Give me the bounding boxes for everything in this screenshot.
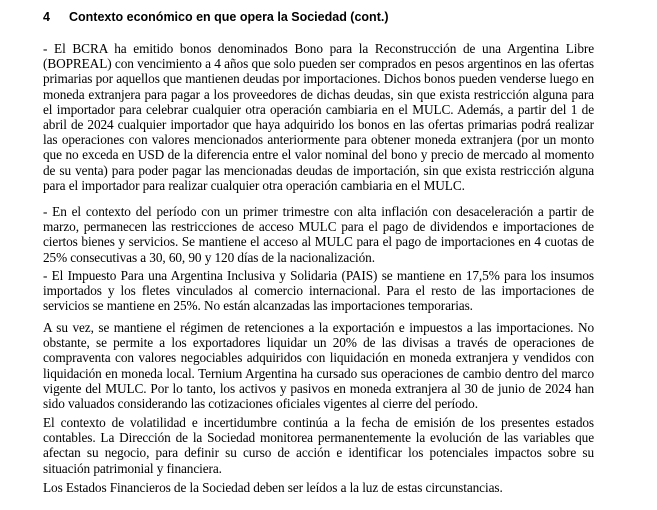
section-heading	[43, 9, 594, 25]
paragraph-mulc-restrictions: - En el contexto del período con un primer trimestre con alta inflación con desaceleración a partir de marzo, permanecen las restricciones de acceso MULC para el pago de dividendos e importaciones de ciertos bienes y servicios. Se mantiene el acceso al MULC para el pago de importaciones en 4 cuotas de 25% consecutivas a 30, 60, 90 y 120 días de la nacionalización.	[43, 204, 594, 265]
paragraph-impuesto-pais: - El Impuesto Para una Argentina Inclusiva y Solidaria (PAIS) se mantiene en 17,5% para los insumos importados y los fletes vinculados al comercio internacional. Para el resto de las importaciones de servicios se mantiene en 25%. No están alcanzadas las importaciones temporarias.	[43, 268, 594, 314]
paragraph-retenciones: A su vez, se mantiene el régimen de retenciones a la exportación e impuestos a las importaciones. No obstante, se permite a los exportadores liquidar un 20% de las divisas a través de operaciones de compraventa con valores negociables adquiridos con liquidación en moneda extranjera y vendidos con liquidación en moneda local. Ternium Argentina ha cursado sus operaciones de cambio dentro del marco vigente del MULC. Por lo tanto, los activos y pasivos en moneda extranjera al 30 de junio de 2024 han sido valuados considerando las cotizaciones oficiales vigentes al cierre del período.	[43, 320, 594, 412]
paragraph-conclusion: Los Estados Financieros de la Sociedad deben ser leídos a la luz de estas circunstancias.	[43, 480, 503, 495]
section-title: Contexto económico en que opera la Sociedad (cont.)	[69, 10, 389, 24]
paragraph-bopreal: - El BCRA ha emitido bonos denominados Bono para la Reconstrucción de una Argentina Libre (BOPREAL) con vencimiento a 4 años que solo pueden ser comprados en pesos argentinos en las ofertas primarias por aquellos que mantienen deudas por importaciones. Dichos bonos pueden venderse luego en moneda extranjera para pagar a los proveedores de dichas deudas, sin que exista restricción alguna para el importador para celebrar cualquier otra operación cambiaria en el MULC. Además, a partir del 1 de abril de 2024 cualquier importador que haya adquirido los bonos en las ofertas primarias podrá realizar las operaciones con valores mencionados anteriormente para obtener moneda extranjera (por un monto que no exceda en USD de la diferencia entre el valor nominal del bono y precio de mercado al momento de su venta) para poder pagar las mencionadas deudas de importación, sin que exista restricción alguna para el importador para realizar cualquier otra operación cambiaria en el MULC.	[43, 41, 594, 193]
section-number: 4	[43, 10, 50, 24]
paragraph-volatilidad: El contexto de volatilidad e incertidumbre continúa a la fecha de emisión de los presentes estados contables. La Dirección de la Sociedad monitorea permanentemente la evolución de las variables que afectan su negocio, para definir su curso de acción e identificar los potenciales impactos sobre su situación patrimonial y financiera.	[43, 415, 594, 476]
